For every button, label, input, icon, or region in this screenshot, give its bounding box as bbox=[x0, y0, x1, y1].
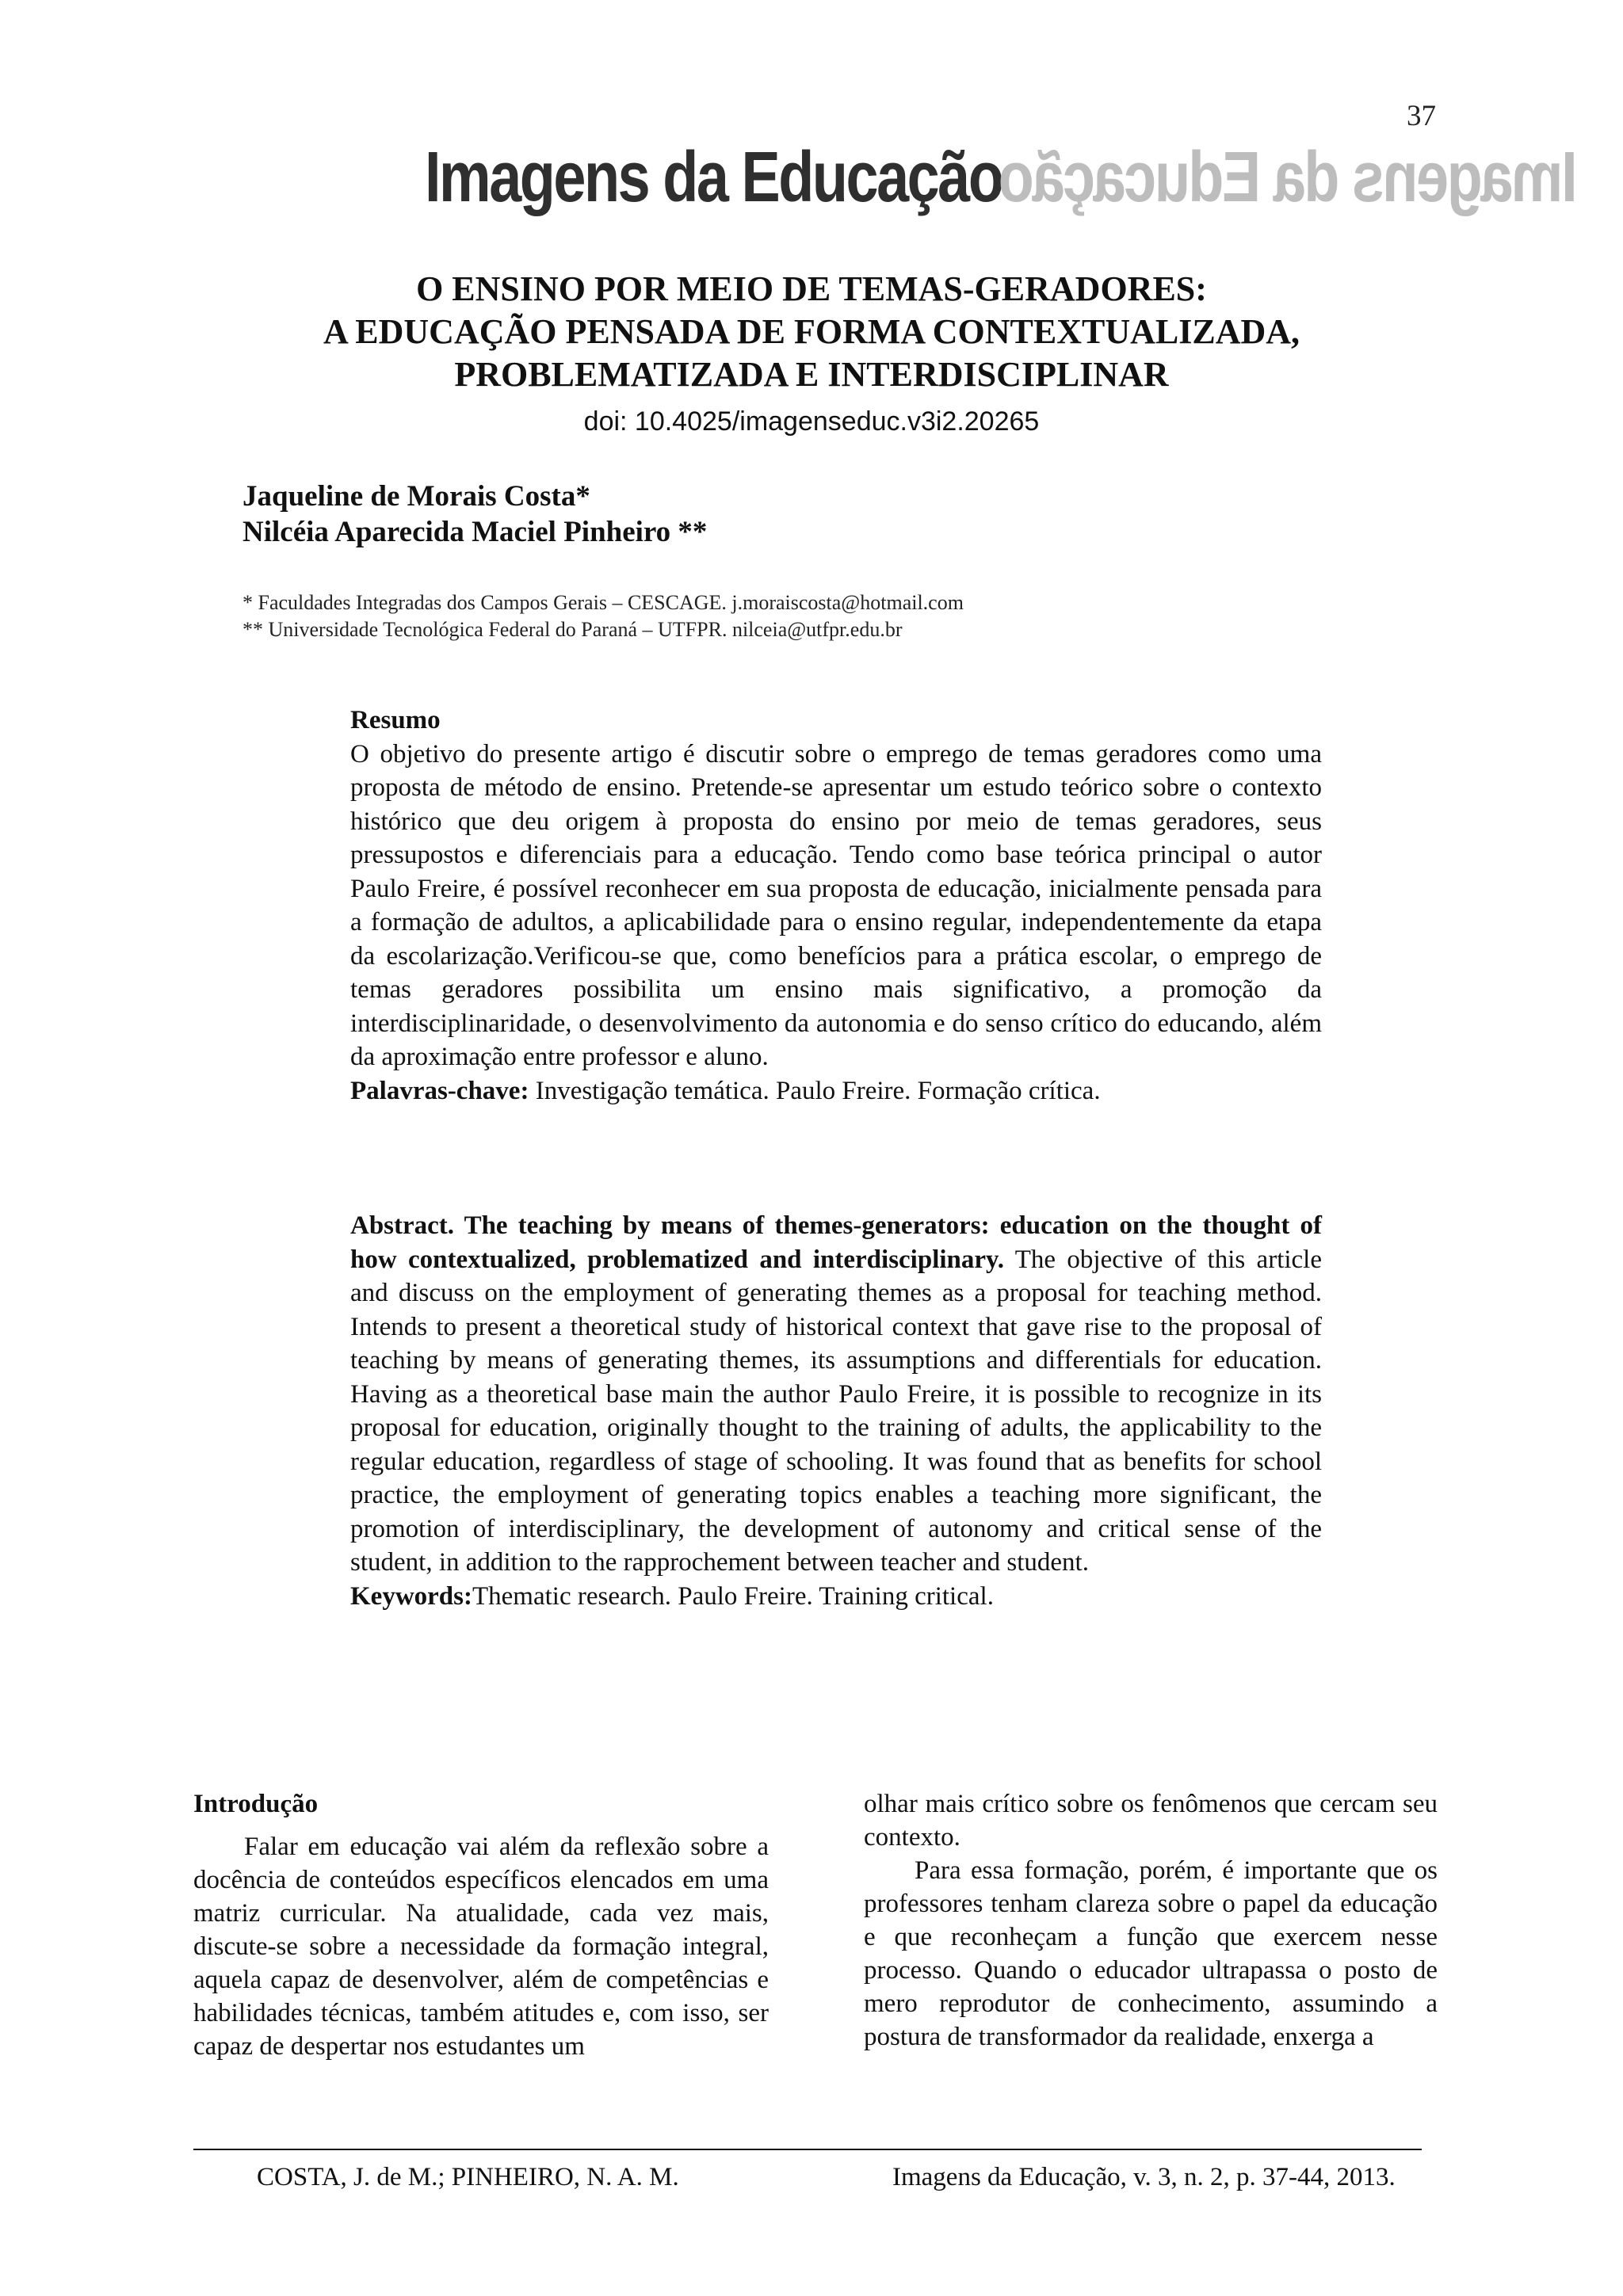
abstract-section bbox=[350, 1209, 1322, 1613]
introduction-right-column bbox=[864, 1787, 1438, 2054]
page-number: 37 bbox=[1407, 100, 1436, 132]
resumo-heading: Resumo bbox=[350, 706, 441, 734]
resumo-keywords bbox=[350, 1074, 1322, 1108]
author-2: Nilcéia Aparecida Maciel Pinheiro ** bbox=[242, 516, 708, 548]
resumo-keywords-label: Palavras-chave: bbox=[350, 1076, 529, 1105]
footer-divider bbox=[193, 2149, 1422, 2150]
introduction-left-column bbox=[193, 1787, 769, 2063]
abstract-body: The objective of this article and discuss on the employment of generating themes as a proposal for teaching method. Intends to present a theoretical study of historical context that gave rise to the proposal of teaching by means of generating themes, its assumptions and differentials for education. Having as a theoretical base main the author Paulo Freire, it is possible to recognize in its proposal for education, originally thought to the training of adults, the applicability to the regular education, regardless of stage of schooling. It was found that as benefits for school practice, the employment of generating topics enables a teaching more significant, the promotion of interdisciplinary, the development of autonomy and critical sense of the student, in addition to the rapprochement between teacher and student. bbox=[350, 1245, 1322, 1577]
footer-citation-journal: Imagens da Educação, v. 3, n. 2, p. 37-44, 2013. bbox=[892, 2163, 1396, 2191]
resumo-body: O objetivo do presente artigo é discutir sobre o emprego de temas geradores como uma proposta de método de ensino. Pretende-se apresentar um estudo teórico sobre o contexto histórico que deu origem à proposta do ensino por meio de temas geradores, seus pressupostos e diferenciais para a educação. Tendo como base teórica principal o autor Paulo Freire, é possível reconhecer em sua proposta de educação, inicialmente pensada para a formação de adultos, a aplicabilidade para o ensino regular, independentemente da etapa da escolarização.Verificou-se que, como benefícios para a prática escolar, o emprego de temas geradores possibilita um ensino mais significativo, a promoção da interdisciplinaridade, o desenvolvimento da autonomia e do senso crítico do educando, além da aproximação entre professor e aluno. bbox=[350, 739, 1322, 1071]
title-line-1: O ENSINO POR MEIO DE TEMAS-GERADORES: bbox=[416, 269, 1207, 308]
title-line-2: A EDUCAÇÃO PENSADA DE FORMA CONTEXTUALIZADA, bbox=[323, 312, 1300, 351]
doi-link[interactable]: doi: 10.4025/imagenseduc.v3i2.20265 bbox=[583, 406, 1040, 437]
footer-citation-authors: COSTA, J. de M.; PINHEIRO, N. A. M. bbox=[257, 2163, 679, 2191]
abstract-label: Abstract. bbox=[350, 1211, 455, 1240]
introduction-paragraph-1: Falar em educação vai além da reflexão sobre a docência de conteúdos específicos elencados em uma matriz curricular. Na atualidade, cada vez mais, discute-se sobre a necessidade da formação integral, aquela capaz de desenvolver, além de competências e habilidades técnicas, também atitudes e, com isso, ser capaz de despertar nos estudantes um bbox=[193, 1833, 769, 2061]
resumo-keywords-text: Investigação temática. Paulo Freire. Formação crítica. bbox=[529, 1076, 1101, 1105]
journal-logo-text: Imagens da Educação bbox=[425, 138, 1002, 217]
resumo-section bbox=[350, 704, 1322, 1108]
affiliation-list bbox=[242, 589, 1273, 643]
article-title bbox=[127, 268, 1496, 396]
abstract-keywords bbox=[350, 1580, 1322, 1614]
author-list bbox=[242, 479, 1273, 550]
abstract-title: The teaching by means of themes-generators: education on the thought of how contextualized, problematized and interdisciplinary. bbox=[350, 1211, 1322, 1274]
abstract-body-paragraph bbox=[350, 1209, 1322, 1580]
introduction-heading: Introdução bbox=[193, 1790, 319, 1818]
journal-logo bbox=[425, 133, 1578, 222]
affiliation-1: * Faculdades Integradas dos Campos Gerais – CESCAGE. j.moraiscosta@hotmail.com bbox=[242, 591, 964, 614]
title-line-3: PROBLEMATIZADA E INTERDISCIPLINAR bbox=[454, 355, 1169, 394]
introduction-continuation: olhar mais crítico sobre os fenômenos que cercam seu contexto. bbox=[864, 1790, 1438, 1852]
affiliation-2: ** Universidade Tecnológica Federal do Paraná – UTFPR. nilceia@utfpr.edu.br bbox=[242, 618, 903, 641]
journal-logo-mirror-text: Imagens da Educação bbox=[1000, 138, 1578, 217]
abstract-keywords-label: Keywords: bbox=[350, 1581, 472, 1611]
author-1: Jaqueline de Morais Costa* bbox=[242, 480, 590, 513]
abstract-keywords-text: Thematic research. Paulo Freire. Training critical. bbox=[472, 1581, 994, 1611]
introduction-paragraph-2: Para essa formação, porém, é importante que os professores tenham clareza sobre o papel da educação e que reconheçam a função que exercem nesse processo. Quando o educador ultrapassa o posto de mero reprodutor de conhecimento, assumindo a postura de transformador da realidade, enxerga a bbox=[864, 1856, 1438, 2051]
